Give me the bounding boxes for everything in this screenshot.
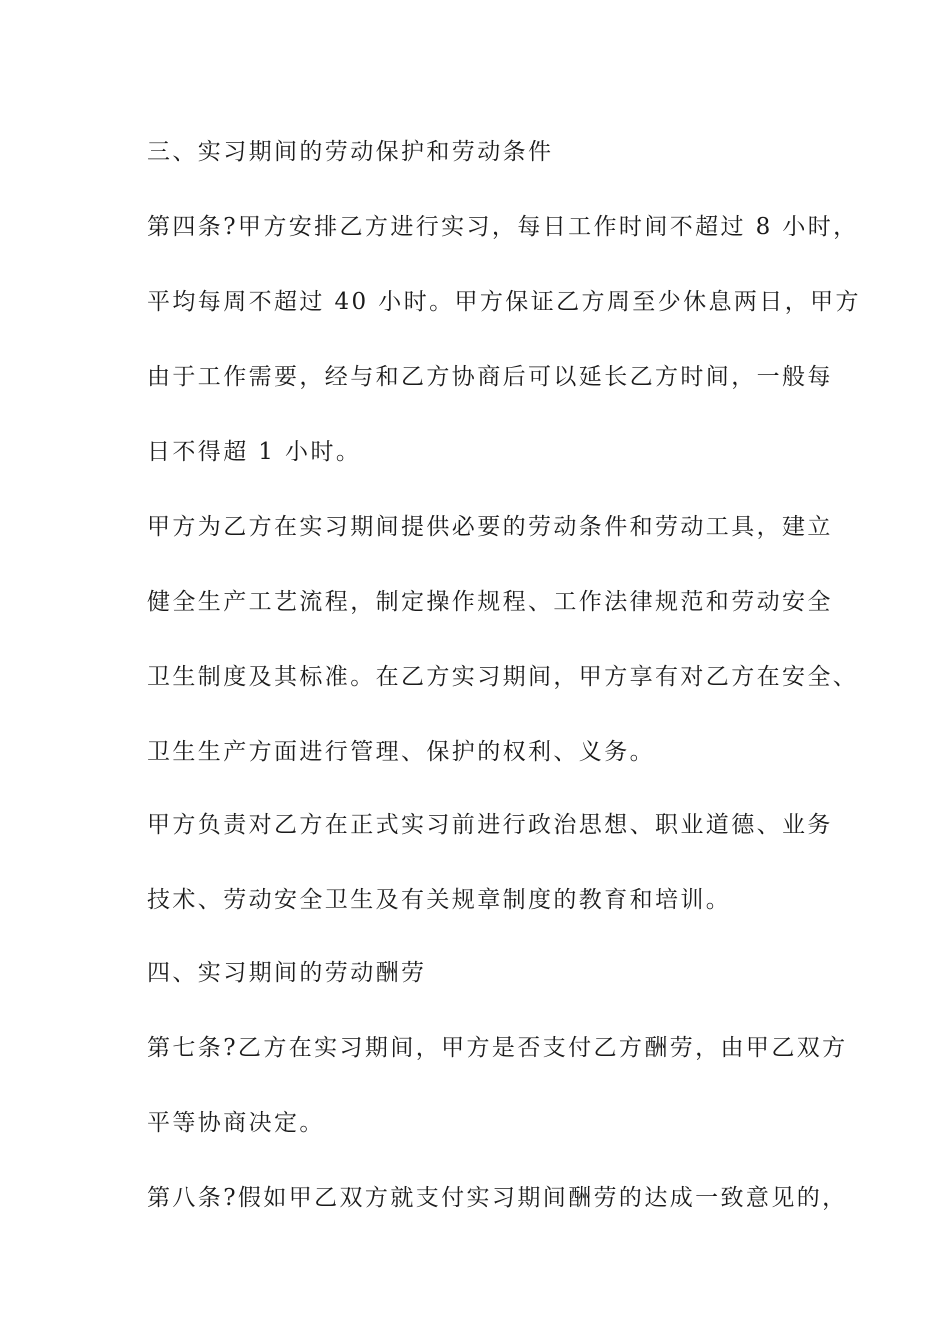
paragraph-line: 由于工作需要，经与和乙方协商后可以延长乙方时间，一般每 [147,364,833,390]
paragraph-line: 平均每周不超过 40 小时。甲方保证乙方周至少休息两日，甲方 [147,289,861,315]
paragraph-line: 健全生产工艺流程，制定操作规程、工作法律规范和劳动安全 [147,589,833,615]
paragraph-line: 卫生生产方面进行管理、保护的权利、义务。 [147,739,655,765]
paragraph-line: 卫生制度及其标准。在乙方实习期间，甲方享有对乙方在安全、 [147,664,859,690]
paragraph-line: 平等协商决定。 [147,1110,325,1136]
paragraph-line: 第四条?甲方安排乙方进行实习，每日工作时间不超过 8 小时， [147,214,859,240]
section-heading-4: 四、实习期间的劳动酬劳 [147,960,427,986]
section-heading-3: 三、实习期间的劳动保护和劳动条件 [147,139,554,165]
paragraph-line: 甲方为乙方在实习期间提供必要的劳动条件和劳动工具，建立 [147,514,833,540]
paragraph-line: 日不得超 1 小时。 [147,439,362,465]
paragraph-line: 技术、劳动安全卫生及有关规章制度的教育和培训。 [147,887,732,913]
paragraph-line: 第八条?假如甲乙双方就支付实习期间酬劳的达成一致意见的， [147,1185,848,1211]
paragraph-line: 第七条?乙方在实习期间，甲方是否支付乙方酬劳，由甲乙双方 [147,1035,848,1061]
paragraph-line: 甲方负责对乙方在正式实习前进行政治思想、职业道德、业务 [147,812,833,838]
